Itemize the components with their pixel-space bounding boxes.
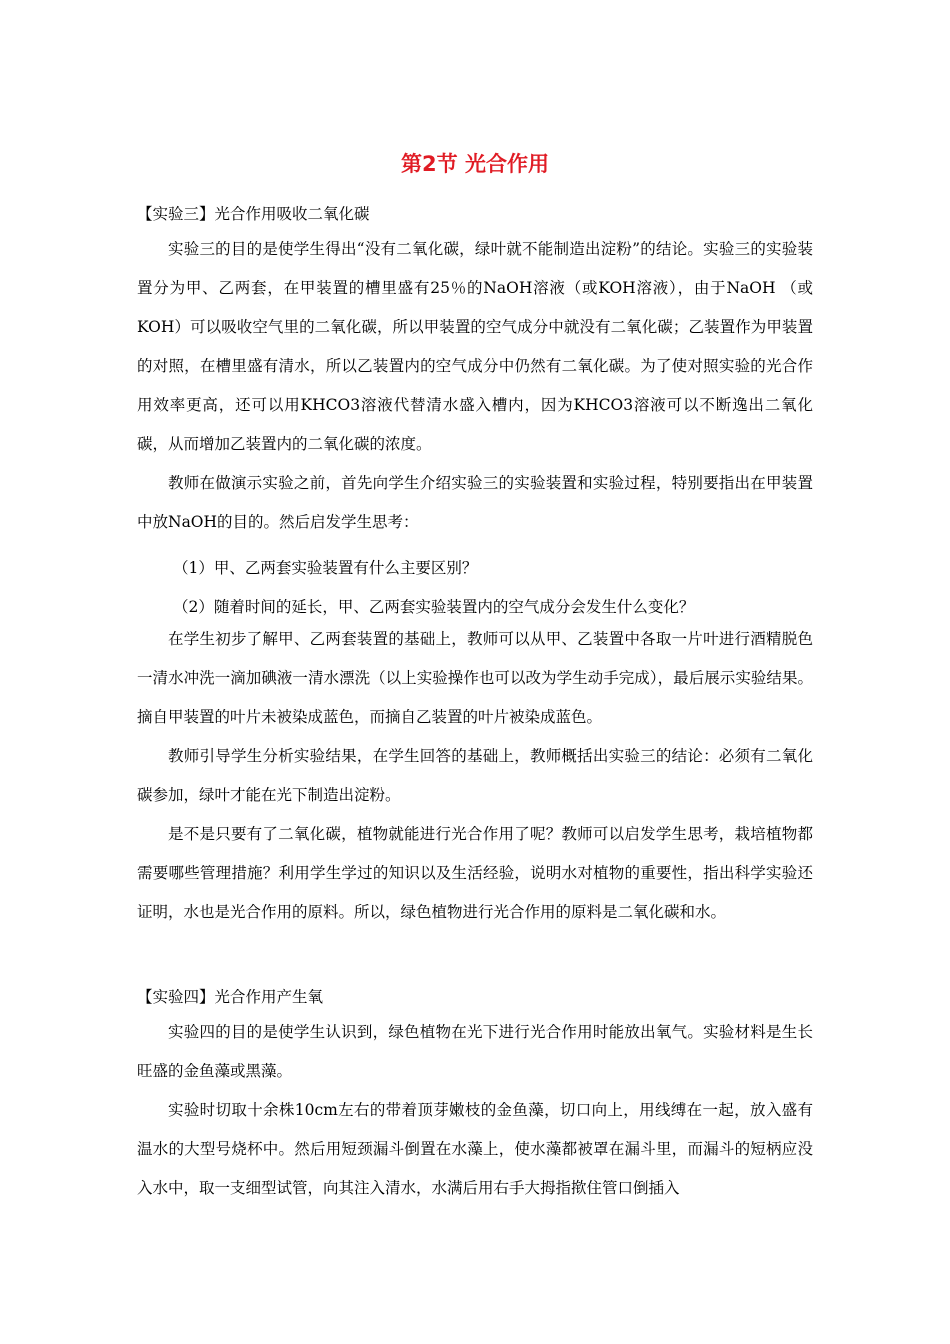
- paragraph: 在学生初步了解甲、乙两套装置的基础上，教师可以从甲、乙装置中各取一片叶进行酒精脱色一清水冲洗一滴加碘液一清水漂洗（以上实验操作也可以改为学生动手完成），最后展示实验结果。摘自甲装置的叶片未被染成蓝色，而摘自乙装置的叶片被染成蓝色。: [137, 630, 813, 726]
- paragraph: 实验时切取十余株10cm左右的带着顶芽嫩枝的金鱼藻，切口向上，用线缚在一起，放入盛有温水的大型号烧杯中。然后用短颈漏斗倒置在水藻上，使水藻都被罩在漏斗里，而漏斗的短柄应没入水中，取一支细型试管，向其注入清水，水满后用右手大拇指揿住管口倒插入: [137, 1101, 813, 1197]
- paragraph: 是不是只要有了二氧化碳，植物就能进行光合作用了呢？教师可以启发学生思考，栽培植物都需要哪些管理措施？利用学生学过的知识以及生活经验，说明水对植物的重要性，指出科学实验还证明，水也是光合作用的原料。所以，绿色植物进行光合作用的原料是二氧化碳和水。: [137, 825, 813, 921]
- paragraph: 教师在做演示实验之前，首先向学生介绍实验三的实验装置和实验过程，特别要指出在甲装置中放NaOH的目的。然后启发学生思考：: [137, 474, 813, 531]
- page-title: 第2节 光合作用: [401, 152, 549, 176]
- paragraph: 实验三的目的是使学生得出“没有二氧化碳，绿叶就不能制造出淀粉”的结论。实验三的实验装置分为甲、乙两套，在甲装置的槽里盛有25％的NaOH溶液（或KOH溶液），由于NaOH （或KOH）可以吸收空气里的二氧化碳，所以甲装置的空气成分中就没有二氧化碳；乙装置作为甲装置的对照，在槽里盛有清水，所以乙装置内的空气成分中仍然有二氧化碳。为了使对照实验的光合作用效率更高，还可以用KHCO3溶液代替清水盛入槽内，因为KHCO3溶液可以不断逸出二氧化碳，从而增加乙装置内的二氧化碳的浓度。: [137, 240, 813, 453]
- paragraph: 教师引导学生分析实验结果，在学生回答的基础上，教师概括出实验三的结论：必须有二氧化碳参加，绿叶才能在光下制造出淀粉。: [137, 747, 813, 804]
- section-heading-experiment-3: 【实验三】光合作用吸收二氧化碳: [137, 205, 370, 223]
- section-heading-experiment-4: 【实验四】光合作用产生氧: [137, 988, 324, 1006]
- question-2: （2）随着时间的延长，甲、乙两套实验装置内的空气成分会发生什么变化？: [173, 598, 695, 616]
- paragraph: 实验四的目的是使学生认识到，绿色植物在光下进行光合作用时能放出氧气。实验材料是生长旺盛的金鱼藻或黑藻。: [137, 1023, 813, 1080]
- question-1: （1）甲、乙两套实验装置有什么主要区别？: [173, 559, 478, 577]
